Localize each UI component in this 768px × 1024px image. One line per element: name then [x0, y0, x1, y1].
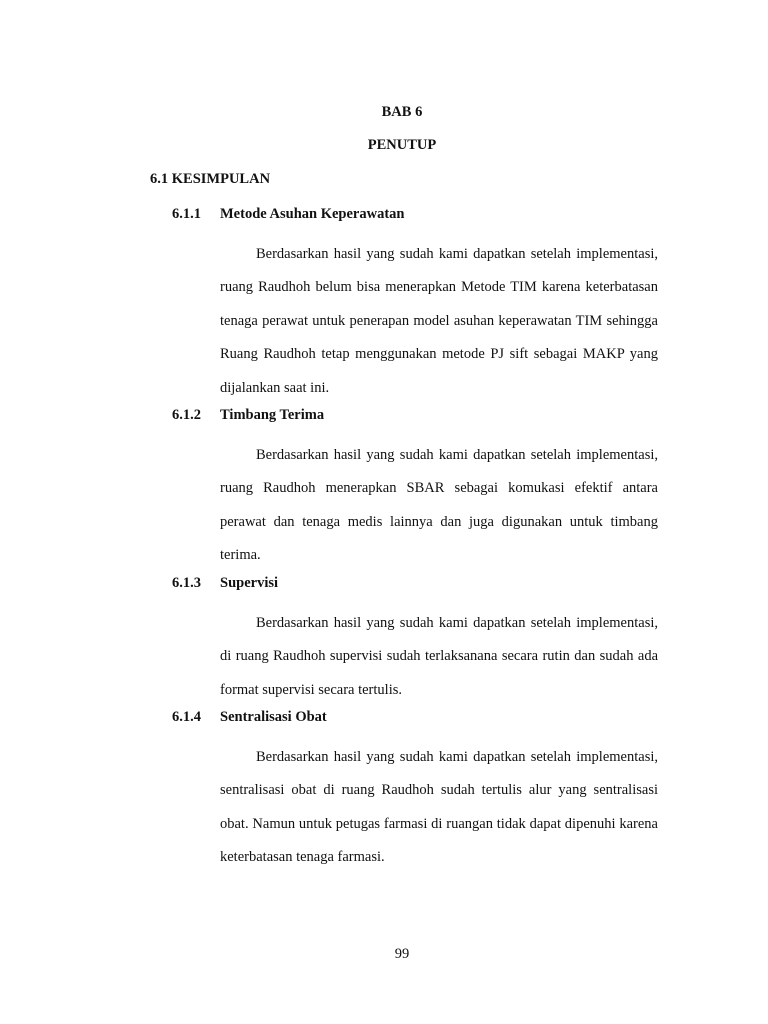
subsection-title: Timbang Terima: [220, 407, 325, 423]
subsection-supervisi: [172, 573, 658, 707]
subsection-number: 6.1.2: [172, 407, 201, 423]
subsection-paragraph: Berdasarkan hasil yang sudah kami dapatkan setelah implementasi, di ruang Raudhoh supervisi sudah terlaksanana secara rutin dan sudah ada format supervisi secara tertulis.: [220, 614, 658, 698]
subsection-title: Sentralisasi Obat: [220, 709, 327, 725]
subsection-heading: [172, 573, 658, 607]
section-heading: 6.1 KESIMPULAN: [150, 171, 271, 187]
subsection-heading: [172, 707, 658, 741]
subsection-timbang-terima: [172, 405, 658, 573]
subsection-heading: [172, 204, 658, 238]
subsection-title: Supervisi: [220, 575, 279, 591]
chapter-number: BAB 6: [381, 104, 423, 120]
subsection-paragraph: Berdasarkan hasil yang sudah kami dapatkan setelah implementasi, ruang Raudhoh menerapkan SBAR sebagai komukasi efektif antara perawat dan tenaga medis lainnya dan juga digunakan untuk timbang terima.: [220, 446, 658, 563]
subsection-paragraph: Berdasarkan hasil yang sudah kami dapatkan setelah implementasi, ruang Raudhoh belum bisa menerapkan Metode TIM karena keterbatasan tenaga perawat untuk penerapan model asuhan keperawatan TIM sehingga Ruang Raudhoh tetap menggunakan metode PJ sift sebagai MAKP yang dijalankan saat ini.: [220, 245, 658, 396]
subsection-number: 6.1.3: [172, 575, 201, 591]
subsection-paragraph: Berdasarkan hasil yang sudah kami dapatkan setelah implementasi, sentralisasi obat di ruang Raudhoh sudah tertulis alur yang sentralisasi obat. Namun untuk petugas farmasi di ruangan tidak dapat dipenuhi karena keterbatasan tenaga farmasi.: [220, 748, 658, 865]
subsection-title: Metode Asuhan Keperawatan: [220, 206, 405, 222]
subsection-number: 6.1.4: [172, 709, 201, 725]
subsection-sentralisasi-obat: [172, 707, 658, 875]
page-number: 99: [394, 946, 410, 962]
chapter-title: PENUTUP: [367, 137, 437, 153]
subsection-number: 6.1.1: [172, 206, 201, 222]
subsection-metode-asuhan: [172, 204, 658, 405]
subsection-heading: [172, 405, 658, 439]
